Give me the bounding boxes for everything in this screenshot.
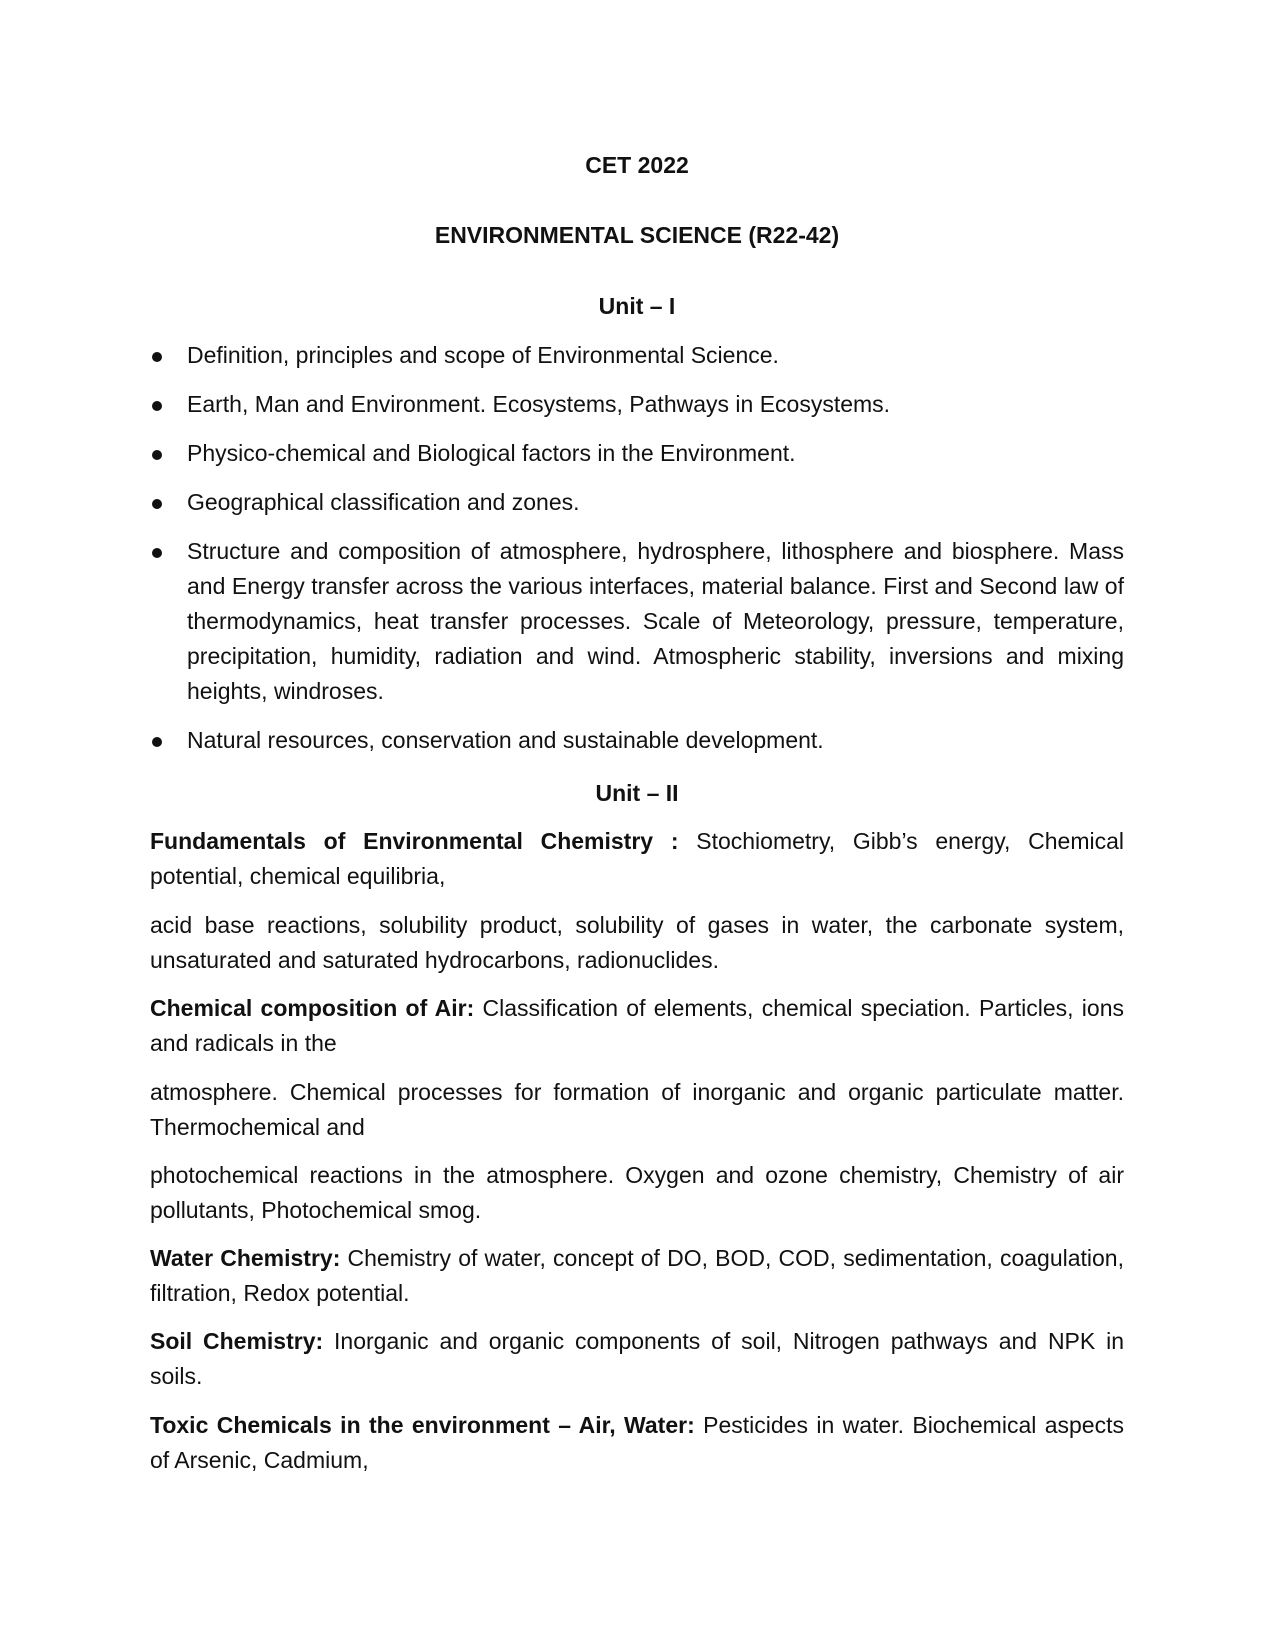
paragraph-environmental-chemistry <box>150 824 1124 894</box>
bullet-icon <box>152 352 162 362</box>
paragraph-continuation <box>150 908 1124 978</box>
bullet-icon <box>152 499 162 509</box>
paragraph-text: Stochiometry, Gibb’s energy, Chemical potential, chemical equilibria, <box>150 828 1124 889</box>
paragraph-continuation <box>150 1158 1124 1228</box>
subject-title: ENVIRONMENTAL SCIENCE (R22-42) <box>434 222 840 248</box>
paragraph-lead: Chemical composition of Air: <box>150 995 475 1021</box>
bullet-icon <box>152 401 162 411</box>
list-item <box>150 338 1124 373</box>
paragraph-water-chemistry <box>150 1241 1124 1311</box>
list-item-text: Definition, principles and scope of Environmental Science. <box>187 342 779 368</box>
exam-title: CET 2022 <box>585 152 689 178</box>
paragraph-text: atmosphere. Chemical processes for formation of inorganic and organic particulate matter. Thermochemical and <box>150 1079 1124 1140</box>
list-item-text: Natural resources, conservation and sustainable development. <box>187 727 824 753</box>
paragraph-air-composition <box>150 991 1124 1061</box>
list-item <box>150 387 1124 422</box>
bullet-icon <box>152 548 162 558</box>
paragraph-text: Inorganic and organic components of soil, Nitrogen pathways and NPK in soils. <box>150 1328 1124 1389</box>
list-item-text: Geographical classification and zones. <box>187 489 580 515</box>
list-item-text: Structure and composition of atmosphere, hydrosphere, lithosphere and biosphere. Mass and Energy transfer across the various interfaces, material balance. First and Second law of thermodynamics, heat transfer processes. Scale of Meteorology, pressure, temperature, precipitation, humidity, radiation and wind. Atmospheric stability, inversions and mixing heights, windroses. <box>187 538 1124 704</box>
paragraph-lead: Toxic Chemicals in the environment – Air, Water: <box>150 1412 695 1438</box>
unit-2-heading: Unit – II <box>595 780 679 806</box>
unit-1-heading: Unit – I <box>598 293 676 319</box>
paragraph-text: Classification of elements, chemical speciation. Particles, ions and radicals in the <box>150 995 1124 1056</box>
paragraph-soil-chemistry <box>150 1324 1124 1394</box>
paragraph-continuation <box>150 1075 1124 1145</box>
list-item <box>150 534 1124 709</box>
list-item <box>150 723 1124 758</box>
paragraph-toxic-chemicals <box>150 1408 1124 1478</box>
list-item <box>150 485 1124 520</box>
list-item-text: Physico-chemical and Biological factors in the Environment. <box>187 440 796 466</box>
paragraph-text: photochemical reactions in the atmosphere. Oxygen and ozone chemistry, Chemistry of air pollutants, Photochemical smog. <box>150 1162 1124 1223</box>
bullet-icon <box>152 737 162 747</box>
list-item-text: Earth, Man and Environment. Ecosystems, Pathways in Ecosystems. <box>187 391 891 417</box>
bullet-icon <box>152 450 162 460</box>
paragraph-text: Pesticides in water. Biochemical aspects of Arsenic, Cadmium, <box>150 1412 1124 1473</box>
paragraph-lead: Fundamentals of Environmental Chemistry : <box>150 828 679 854</box>
paragraph-lead: Water Chemistry: <box>150 1245 341 1271</box>
list-item <box>150 436 1124 471</box>
paragraph-text: Chemistry of water, concept of DO, BOD, COD, sedimentation, coagulation, filtration, Redox potential. <box>150 1245 1124 1306</box>
paragraph-text: acid base reactions, solubility product, solubility of gases in water, the carbonate system, unsaturated and saturated hydrocarbons, radionuclides. <box>150 912 1124 973</box>
paragraph-lead: Soil Chemistry: <box>150 1328 324 1354</box>
unit-1-topic-list <box>150 338 1124 772</box>
